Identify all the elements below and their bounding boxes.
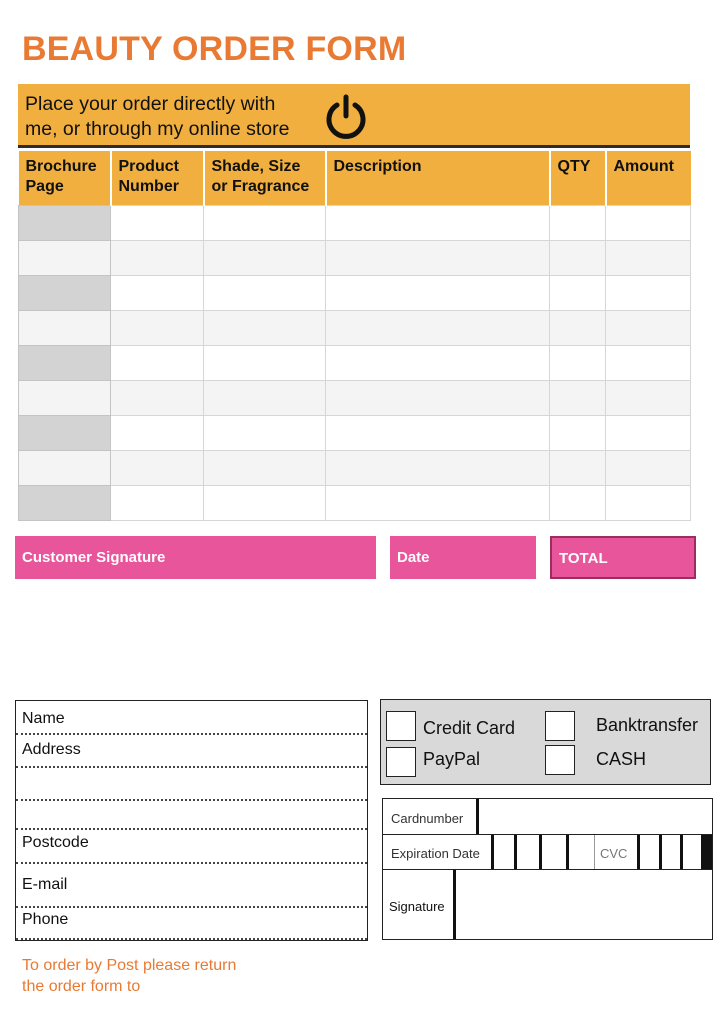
shade-size-cell[interactable] <box>204 415 326 450</box>
header-qty: QTY <box>550 151 606 205</box>
header-description: Description <box>326 151 550 205</box>
power-icon <box>322 92 370 140</box>
expiry-digit-box[interactable] <box>514 835 517 869</box>
product-number-cell[interactable] <box>111 450 204 485</box>
signature-label: Signature <box>389 899 445 914</box>
product-number-cell[interactable] <box>111 485 204 520</box>
payment-method-box <box>380 699 711 785</box>
amount-cell[interactable] <box>606 485 691 520</box>
name-field[interactable] <box>16 701 367 735</box>
customer-signature-field[interactable]: Customer Signature <box>15 536 376 579</box>
credit-card-label: Credit Card <box>423 718 516 738</box>
table-header-row <box>19 151 691 205</box>
cardnumber-input[interactable] <box>479 799 711 834</box>
qty-cell[interactable] <box>550 345 606 380</box>
table-row <box>19 345 691 380</box>
date-field[interactable]: Date <box>390 536 536 579</box>
post-return-note <box>22 955 236 997</box>
amount-cell[interactable] <box>606 345 691 380</box>
product-number-cell[interactable] <box>111 310 204 345</box>
amount-cell[interactable] <box>606 275 691 310</box>
email-label: E-mail <box>22 876 68 893</box>
description-cell[interactable] <box>326 275 550 310</box>
phone-label: Phone <box>22 911 69 928</box>
brochure-page-cell[interactable] <box>19 450 111 485</box>
note-line-2: the order form to <box>22 978 141 995</box>
address-line-3-field[interactable] <box>16 799 367 830</box>
address-label: Address <box>22 741 81 758</box>
table-row <box>19 205 691 240</box>
order-banner <box>18 84 690 148</box>
expiration-date-label: Expiration Date <box>391 846 480 861</box>
total-field[interactable]: TOTAL <box>550 536 696 579</box>
table-row <box>19 310 691 345</box>
qty-cell[interactable] <box>550 275 606 310</box>
postcode-label: Postcode <box>22 834 89 851</box>
table-row <box>19 380 691 415</box>
qty-cell[interactable] <box>550 450 606 485</box>
brochure-page-cell[interactable] <box>19 415 111 450</box>
cvc-digit-box[interactable] <box>637 835 640 869</box>
qty-cell[interactable] <box>550 205 606 240</box>
qty-cell[interactable] <box>550 310 606 345</box>
contact-details-box <box>15 700 368 941</box>
card-signature-input[interactable] <box>456 870 711 939</box>
banner-line-2: me, or through my online store <box>25 118 290 140</box>
expiry-digit-box[interactable] <box>491 835 494 869</box>
product-number-cell[interactable] <box>111 275 204 310</box>
cvc-label: CVC <box>600 846 628 861</box>
amount-cell[interactable] <box>606 450 691 485</box>
brochure-page-cell[interactable] <box>19 310 111 345</box>
brochure-page-cell[interactable] <box>19 275 111 310</box>
shade-size-cell[interactable] <box>204 485 326 520</box>
banner-text <box>25 92 289 142</box>
qty-cell[interactable] <box>550 240 606 275</box>
address-line-2-field[interactable] <box>16 766 367 801</box>
paypal-label: PayPal <box>423 749 481 769</box>
table-row <box>19 450 691 485</box>
banktransfer-label: Banktransfer <box>596 715 699 735</box>
description-cell[interactable] <box>326 380 550 415</box>
order-table <box>18 151 691 521</box>
shade-size-cell[interactable] <box>204 380 326 415</box>
amount-cell[interactable] <box>606 415 691 450</box>
product-number-cell[interactable] <box>111 205 204 240</box>
expiry-digit-box[interactable] <box>539 835 542 869</box>
shade-size-cell[interactable] <box>204 205 326 240</box>
table-row <box>19 275 691 310</box>
header-shade-size: Shade, Size or Fragrance <box>204 151 326 205</box>
shade-size-cell[interactable] <box>204 345 326 380</box>
cvc-digit-box[interactable] <box>680 835 683 869</box>
table-row <box>19 415 691 450</box>
header-brochure-page: Brochure Page <box>19 151 111 205</box>
cvc-digit-box[interactable] <box>659 835 662 869</box>
brochure-page-cell[interactable] <box>19 240 111 275</box>
table-row <box>19 240 691 275</box>
shade-size-cell[interactable] <box>204 275 326 310</box>
email-field[interactable] <box>16 862 367 908</box>
brochure-page-cell[interactable] <box>19 205 111 240</box>
amount-cell[interactable] <box>606 205 691 240</box>
address-field[interactable] <box>16 733 367 768</box>
brochure-page-cell[interactable] <box>19 380 111 415</box>
name-label: Name <box>22 710 65 727</box>
paypal-checkbox[interactable] <box>386 747 416 777</box>
amount-cell[interactable] <box>606 240 691 275</box>
banktransfer-checkbox[interactable] <box>545 711 575 741</box>
phone-field[interactable] <box>16 906 367 940</box>
expiry-cvc-separator <box>594 835 595 869</box>
amount-cell[interactable] <box>606 310 691 345</box>
cvc-end-block <box>701 835 712 869</box>
shade-size-cell[interactable] <box>204 240 326 275</box>
description-cell[interactable] <box>326 240 550 275</box>
qty-cell[interactable] <box>550 415 606 450</box>
description-cell[interactable] <box>326 450 550 485</box>
product-number-cell[interactable] <box>111 345 204 380</box>
brochure-page-cell[interactable] <box>19 485 111 520</box>
amount-cell[interactable] <box>606 380 691 415</box>
credit-card-checkbox[interactable] <box>386 711 416 741</box>
product-number-cell[interactable] <box>111 380 204 415</box>
shade-size-cell[interactable] <box>204 450 326 485</box>
card-details-box <box>382 798 713 940</box>
card-divider-line <box>383 834 712 835</box>
table-row <box>19 485 691 520</box>
cash-checkbox[interactable] <box>545 745 575 775</box>
description-cell[interactable] <box>326 485 550 520</box>
expiry-digit-box[interactable] <box>566 835 569 869</box>
postcode-field[interactable] <box>16 828 367 864</box>
header-product-number: Product Number <box>111 151 204 205</box>
order-rows <box>19 205 691 520</box>
description-cell[interactable] <box>326 345 550 380</box>
header-amount: Amount <box>606 151 691 205</box>
page-title: BEAUTY ORDER FORM <box>22 30 407 68</box>
description-cell[interactable] <box>326 415 550 450</box>
brochure-page-cell[interactable] <box>19 345 111 380</box>
cardnumber-label: Cardnumber <box>391 811 464 826</box>
product-number-cell[interactable] <box>111 415 204 450</box>
product-number-cell[interactable] <box>111 240 204 275</box>
cash-label: CASH <box>596 749 647 769</box>
banner-line-1: Place your order directly with <box>25 93 276 115</box>
description-cell[interactable] <box>326 310 550 345</box>
qty-cell[interactable] <box>550 485 606 520</box>
note-line-1: To order by Post please return <box>22 957 237 974</box>
shade-size-cell[interactable] <box>204 310 326 345</box>
description-cell[interactable] <box>326 205 550 240</box>
qty-cell[interactable] <box>550 380 606 415</box>
